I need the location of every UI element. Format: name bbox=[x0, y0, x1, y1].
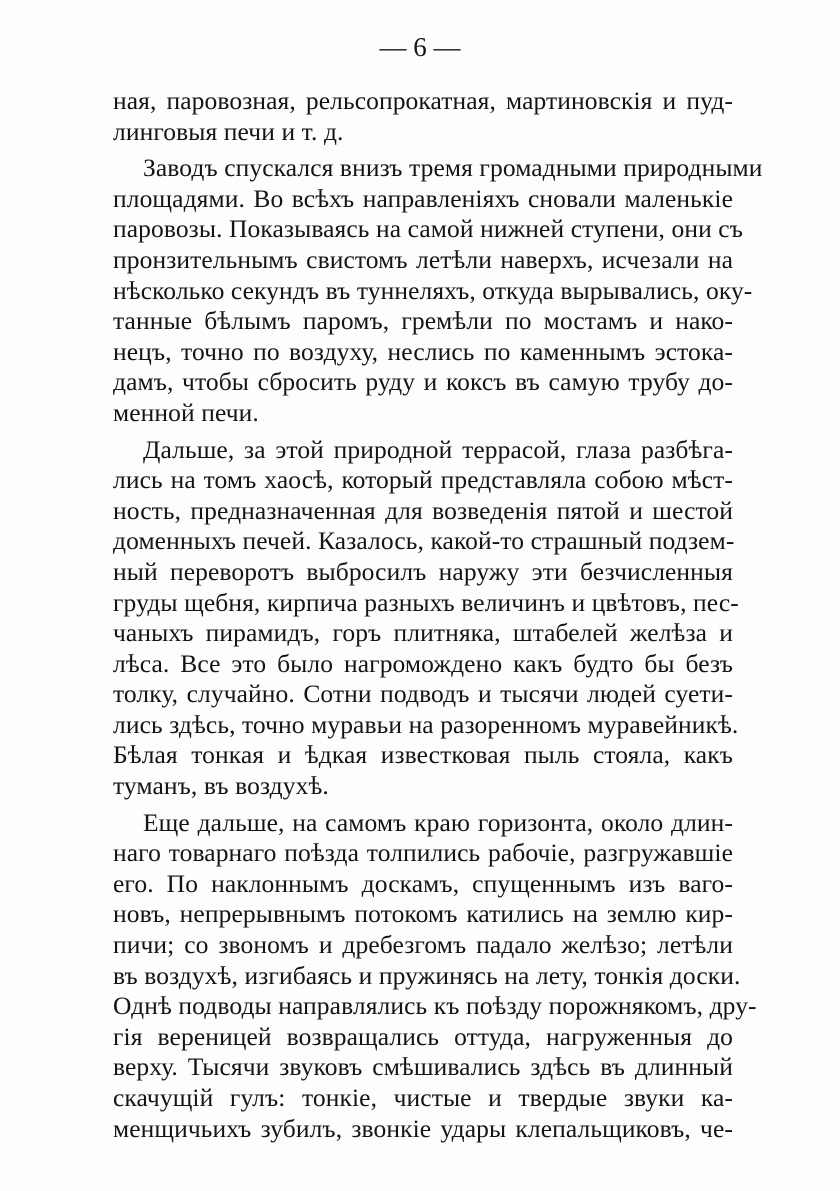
paragraph-2 bbox=[113, 153, 763, 428]
text-line: нѣсколько секундъ въ туннеляхъ, откуда вырывались, оку- bbox=[113, 275, 753, 305]
body-text bbox=[113, 86, 763, 1150]
paragraph-4 bbox=[113, 807, 757, 1145]
text-line: нецъ, точно по воздуху, неслись по каменнымъ эстока- bbox=[113, 336, 733, 366]
text-line: груды щебня, кирпича разныхъ величинъ и цвѣтовъ, пес- bbox=[113, 587, 739, 617]
text-line: чаныхъ пирамидъ, горъ плитняка, штабелей желѣза и bbox=[113, 618, 733, 648]
text-line: пичи; со звономъ и дребезгомъ падало желѣзо; летѣли bbox=[113, 930, 733, 960]
text-line: менной печи. bbox=[113, 397, 259, 427]
text-line: въ воздухѣ, изгибаясь и пружинясь на лету, тонкія доски. bbox=[113, 960, 741, 990]
text-line: наго товарнаго поѣзда толпились рабочіе, разгружавшіе bbox=[113, 838, 733, 868]
text-line: пронзительнымъ свистомъ летѣли наверхъ, исчезали на bbox=[113, 244, 733, 274]
text-line: Еще дальше, на самомъ краю горизонта, около длин- bbox=[143, 807, 733, 837]
text-line: ный переворотъ выбросилъ наружу эти безчисленныя bbox=[113, 556, 733, 586]
text-line: гія вереницей возвращались оттуда, нагруженныя до bbox=[113, 1021, 733, 1051]
text-line: менщичьихъ зубилъ, звонкіе удары клепальщиковъ, че- bbox=[113, 1113, 733, 1143]
text-line: паровозы. Показываясь на самой нижней ступени, они съ bbox=[113, 214, 743, 244]
text-line: Бѣлая тонкая и ѣдкая известковая пыль стояла, какъ bbox=[113, 740, 733, 770]
text-line: верху. Тысячи звуковъ смѣшивались здѣсь въ длинный bbox=[113, 1052, 733, 1082]
text-line: Заводъ спускался внизъ тремя громадными природными bbox=[143, 153, 763, 183]
text-line: его. По наклоннымъ доскамъ, спущеннымъ изъ ваго- bbox=[113, 868, 733, 898]
text-line: лись здѣсь, точно муравьи на разоренномъ муравейникѣ. bbox=[113, 709, 739, 739]
text-line: линговыя печи и т. д. bbox=[113, 116, 344, 146]
text-line: Однѣ подводы направлялись къ поѣзду порожнякомъ, дру- bbox=[113, 991, 757, 1021]
text-line: танные бѣлымъ паромъ, гремѣли по мостамъ и нако- bbox=[113, 306, 733, 336]
text-line: лѣса. Все это было нагромождено какъ будто бы безъ bbox=[113, 648, 733, 678]
text-line: ная, паровозная, рельсопрокатная, мартиновскія и пуд- bbox=[113, 86, 733, 115]
paragraph-3 bbox=[113, 434, 739, 802]
text-line: лись на томъ хаосѣ, который представляла собою мѣст- bbox=[113, 465, 733, 495]
text-line: туманъ, въ воздухѣ. bbox=[113, 771, 329, 801]
text-line: толку, случайно. Сотни подводъ и тысячи людей суети- bbox=[113, 679, 733, 709]
paragraph-1 bbox=[113, 86, 733, 147]
text-line: доменныхъ печей. Казалось, какой-то страшный подзем- bbox=[113, 526, 735, 556]
page-number: — 6 — bbox=[379, 32, 461, 62]
text-line: скачущій гулъ: тонкіе, чистые и твердые звуки ка- bbox=[113, 1083, 733, 1112]
text-line: Дальше, за этой природной террасой, глаза разбѣга- bbox=[143, 434, 733, 464]
text-line: новъ, непрерывнымъ потокомъ катились на землю кир- bbox=[113, 899, 733, 929]
text-line: площадями. Во всѣхъ направленіяхъ сновали маленькіе bbox=[113, 183, 733, 213]
text-line: дамъ, чтобы сбросить руду и коксъ въ самую трубу до- bbox=[113, 367, 733, 397]
text-line: ность, предназначенная для возведенія пятой и шестой bbox=[113, 495, 733, 525]
